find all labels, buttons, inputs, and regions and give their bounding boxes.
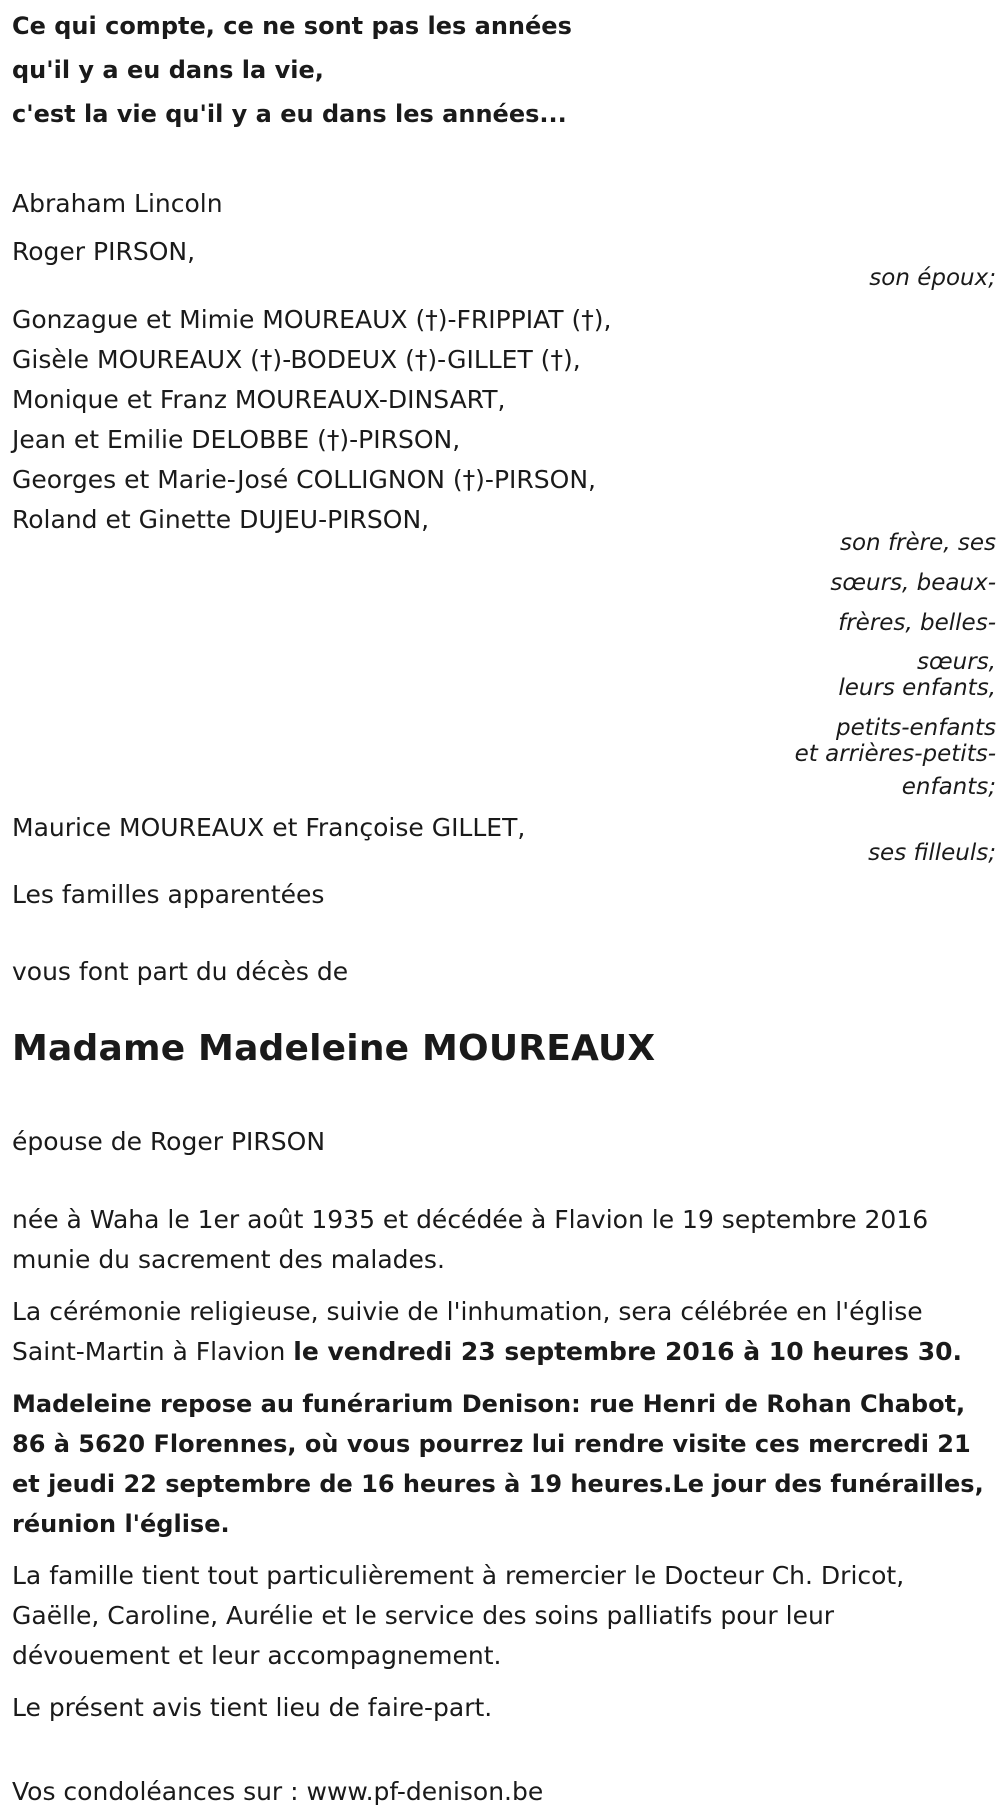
siblings-list: [12, 300, 611, 540]
quote-line: Ce qui compte, ce ne sont pas les années: [12, 12, 572, 40]
ceremony-date: le vendredi 23 septembre 2016 à 10 heures 30.: [293, 1337, 962, 1366]
condolences: Vos condoléances sur : www.pf-denison.be: [12, 1777, 544, 1806]
sibling-name: Georges et Marie-José COLLIGNON (†)-PIRSON,: [12, 465, 596, 494]
spouse-role: son époux;: [869, 265, 996, 291]
role-line: frères, belles-: [838, 610, 996, 636]
role-line: et arrières-petits-: [794, 741, 996, 767]
notice: Le présent avis tient lieu de faire-part.: [12, 1693, 493, 1722]
deceased-spouse-of: épouse de Roger PIRSON: [12, 1127, 326, 1156]
godchildren-role: ses filleuls;: [868, 840, 996, 866]
spouse-name: Roger PIRSON,: [12, 237, 196, 266]
quote-author: Abraham Lincoln: [12, 189, 223, 218]
thanks: La famille tient tout particulièrement à remercier le Docteur Ch. Dricot, Gaëlle, Caroline, Aurélie et le service des soins palliatifs pour leur dévouement et leur accompagnement.: [12, 1561, 905, 1670]
related-families: Les familles apparentées: [12, 880, 325, 909]
role-line: leurs enfants,: [838, 675, 996, 701]
ceremony-intro: La cérémonie religieuse, suivie de l'inhumation, sera célébrée en l'église Saint-Martin à Flavion: [12, 1297, 923, 1366]
announcement: vous font part du décès de: [12, 957, 349, 986]
birth-death: née à Waha le 1er août 1935 et décédée à Flavion le 19 septembre 2016 munie du sacrement des malades.: [12, 1205, 929, 1274]
role-line: sœurs,: [917, 649, 996, 675]
quote: [12, 0, 572, 139]
ceremony: [12, 1292, 996, 1372]
quote-line: c'est la vie qu'il y a eu dans les années...: [12, 100, 567, 128]
sibling-name: Monique et Franz MOUREAUX-DINSART,: [12, 385, 506, 414]
sibling-name: Gisèle MOUREAUX (†)-BODEUX (†)-GILLET (†),: [12, 345, 581, 374]
sibling-name: Gonzague et Mimie MOUREAUX (†)-FRIPPIAT (†),: [12, 305, 612, 334]
quote-line: qu'il y a eu dans la vie,: [12, 56, 324, 84]
sibling-name: Roland et Ginette DUJEU-PIRSON,: [12, 505, 430, 534]
sibling-name: Jean et Emilie DELOBBE (†)-PIRSON,: [12, 425, 461, 454]
visitation: Madeleine repose au funérarium Denison: rue Henri de Rohan Chabot, 86 à 5620 Florennes, où vous pourrez lui rendre visite ces mercredi 21 et jeudi 22 septembre de 16 heures à 19 heures.Le jour des funérailles, réunion l'église.: [12, 1390, 984, 1538]
godchildren-names: Maurice MOUREAUX et Françoise GILLET,: [12, 813, 526, 842]
deceased-name: Madame Madeleine MOUREAUX: [12, 1028, 656, 1069]
role-line: enfants;: [901, 774, 996, 800]
siblings-role: [756, 523, 996, 807]
role-line: son frère, ses: [840, 530, 996, 556]
role-line: petits-enfants: [836, 715, 996, 741]
body-text: [12, 1200, 996, 1812]
role-line: sœurs, beaux-: [830, 570, 996, 596]
